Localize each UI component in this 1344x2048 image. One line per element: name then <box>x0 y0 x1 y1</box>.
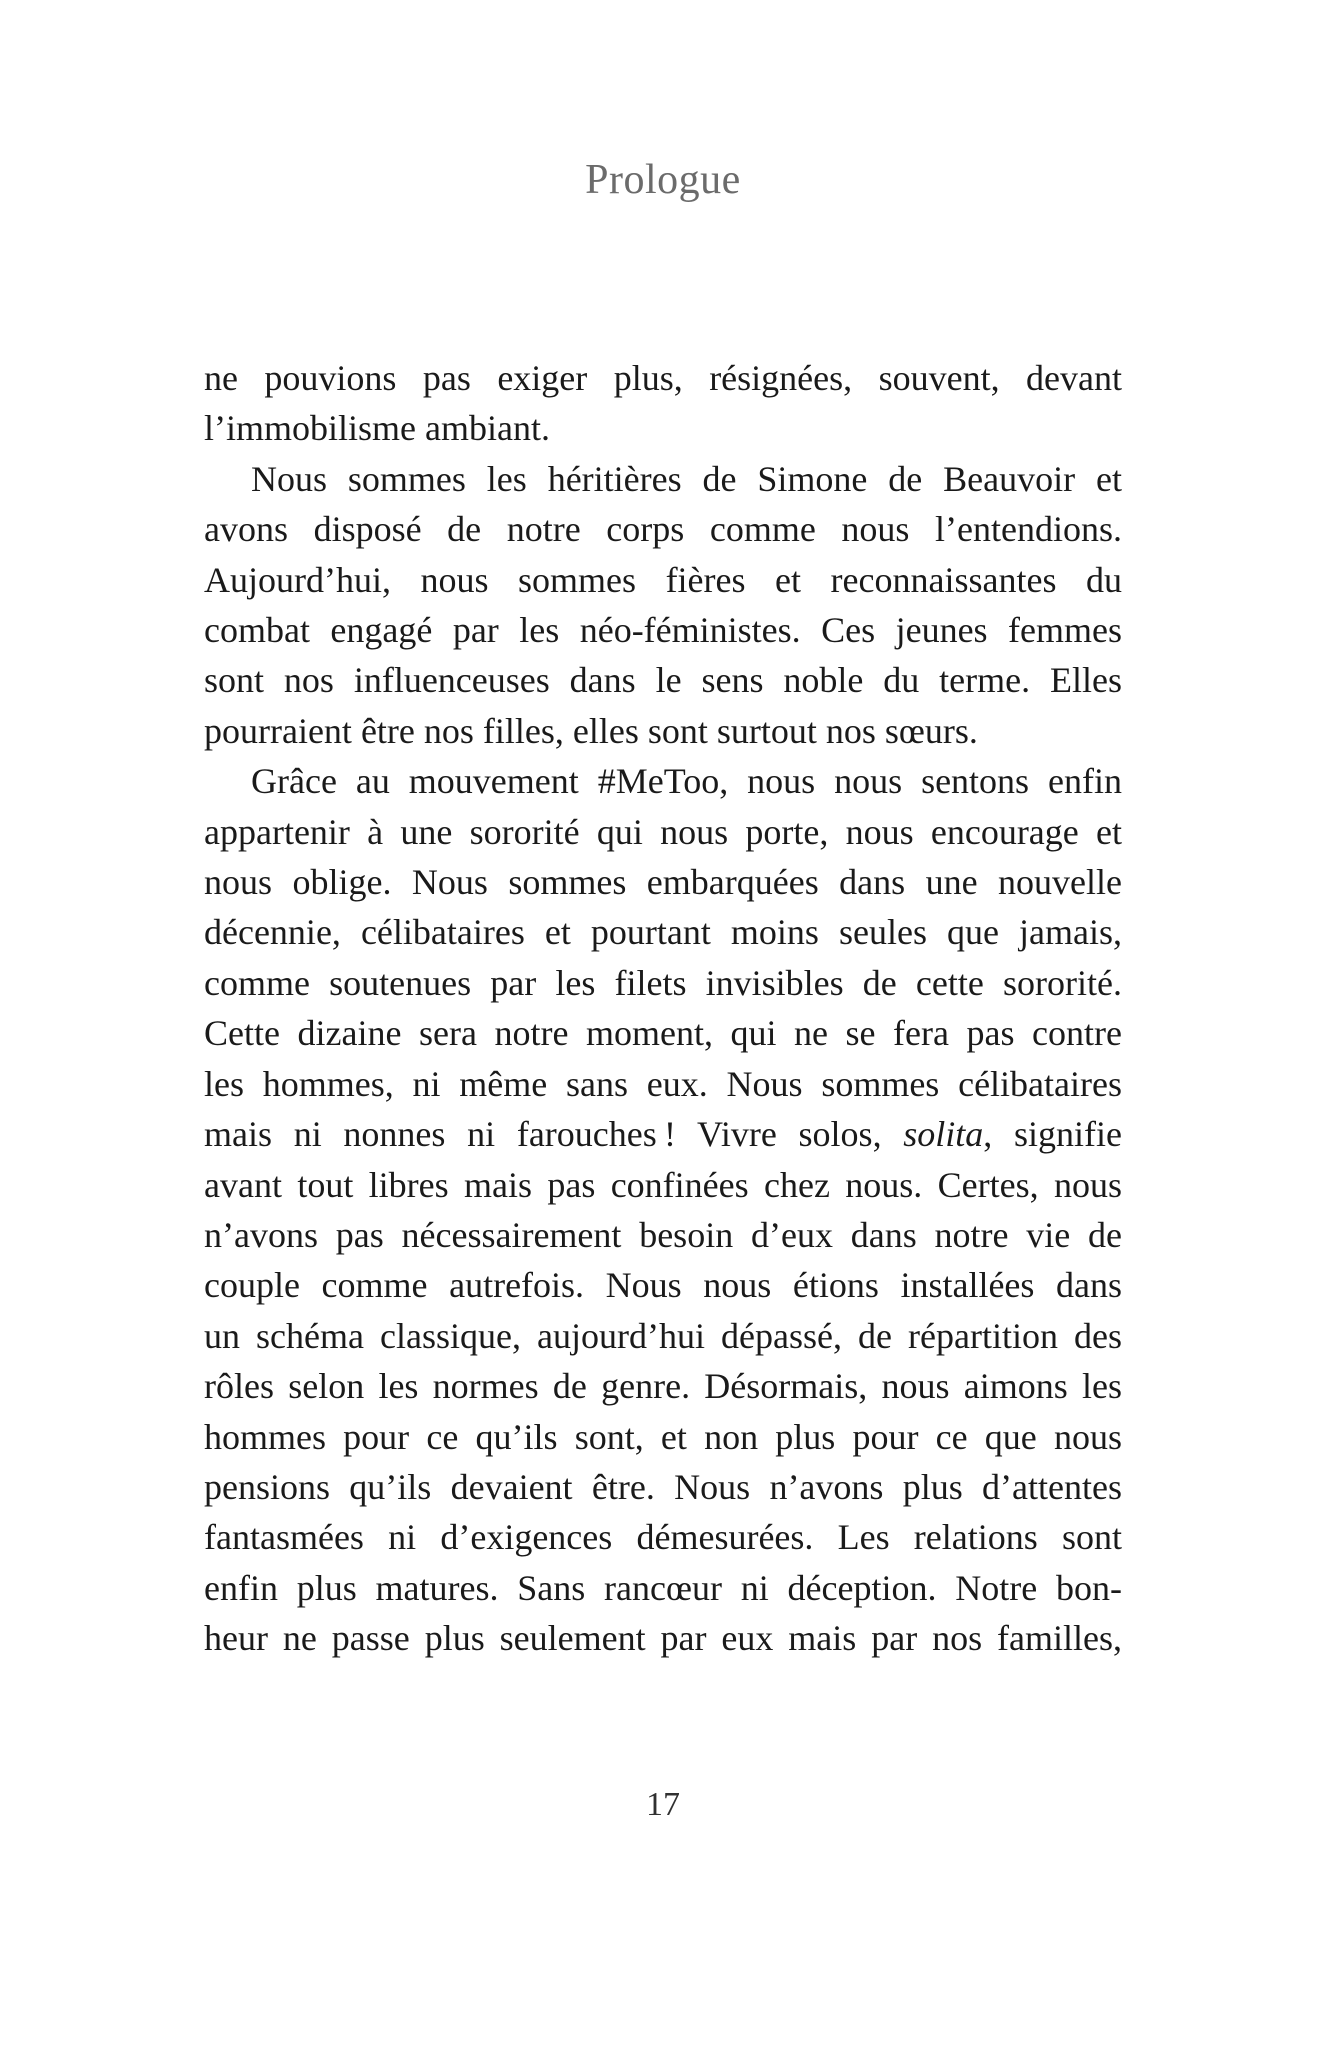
text-segment: comme soutenues par les filets invisibles de cette sororité. <box>204 962 1122 1003</box>
body-line <box>204 1311 1122 1361</box>
text-segment: nous oblige. Nous sommes embarquées dans une nouvelle <box>204 862 1122 903</box>
body-line <box>204 655 1122 705</box>
body-line <box>204 1613 1122 1663</box>
body-line <box>204 807 1122 857</box>
text-segment: avons disposé de notre corps comme nous l’entendions. <box>204 509 1122 550</box>
text-segment: Grâce au mouvement #MeToo, nous nous sentons enfin <box>251 761 1122 802</box>
text-segment: couple comme autrefois. Nous nous étions installées dans <box>204 1265 1122 1306</box>
text-segment: fantasmées ni d’exigences démesurées. Les relations sont <box>204 1517 1122 1558</box>
text-segment: rôles selon les normes de genre. Désormais, nous aimons les <box>204 1366 1122 1407</box>
body-line <box>204 1361 1122 1411</box>
text-segment: les hommes, ni même sans eux. Nous sommes célibataires <box>204 1063 1122 1104</box>
body-line <box>204 1412 1122 1462</box>
body-line <box>204 403 1122 453</box>
body-line <box>204 857 1122 907</box>
body-line <box>204 1008 1122 1058</box>
chapter-title: Prologue <box>585 157 741 203</box>
body-line <box>204 605 1122 655</box>
body-line <box>204 1260 1122 1310</box>
text-segment: heur ne passe plus seulement par eux mais par nos familles, <box>204 1618 1122 1659</box>
text-segment: un schéma classique, aujourd’hui dépassé, de répartition des <box>204 1315 1122 1356</box>
body-line <box>204 756 1122 806</box>
text-segment: hommes pour ce qu’ils sont, et non plus pour ce que nous <box>204 1416 1122 1457</box>
body-line <box>204 504 1122 554</box>
text-segment: Cette dizaine sera notre moment, qui ne se fera pas contre <box>204 1013 1122 1054</box>
text-segment: enfin plus matures. Sans rancœur ni déception. Notre bon- <box>204 1567 1122 1608</box>
body-line <box>204 1160 1122 1210</box>
text-segment: appartenir à une sororité qui nous porte, nous encourage et <box>204 811 1122 852</box>
text-segment: pensions qu’ils devaient être. Nous n’avons plus d’attentes <box>204 1466 1122 1507</box>
body-line <box>204 706 1122 756</box>
body-line <box>204 353 1122 403</box>
body-line <box>204 907 1122 957</box>
text-segment: , signifie <box>983 1114 1122 1155</box>
text-segment: pourraient être nos filles, elles sont surtout nos sœurs. <box>204 710 978 751</box>
text-segment: l’immobilisme ambiant. <box>204 408 550 449</box>
text-segment: Aujourd’hui, nous sommes fières et reconnaissantes du <box>204 559 1122 600</box>
body-line <box>204 1059 1122 1109</box>
text-segment: sont nos influenceuses dans le sens noble du terme. Elles <box>204 660 1122 701</box>
text-segment: décennie, célibataires et pourtant moins seules que jamais, <box>204 912 1122 953</box>
body-line <box>204 958 1122 1008</box>
body-line <box>204 1210 1122 1260</box>
text-segment: mais ni nonnes ni farouches ! Vivre solos, <box>204 1114 904 1155</box>
body-line <box>204 454 1122 504</box>
body-line <box>204 1512 1122 1562</box>
page-number: 17 <box>646 1786 680 1823</box>
body-line <box>204 555 1122 605</box>
body-text <box>204 353 1122 1664</box>
text-segment: avant tout libres mais pas confinées chez nous. Certes, nous <box>204 1164 1122 1205</box>
text-segment: n’avons pas nécessairement besoin d’eux dans notre vie de <box>204 1214 1122 1255</box>
italic-term: solita <box>903 1114 984 1155</box>
text-segment: Nous sommes les héritières de Simone de Beauvoir et <box>251 458 1122 499</box>
text-segment: ne pouvions pas exiger plus, résignées, souvent, devant <box>204 358 1122 398</box>
body-line <box>204 1109 1122 1159</box>
text-segment: combat engagé par les néo-féministes. Ces jeunes femmes <box>204 610 1122 651</box>
body-line <box>204 1563 1122 1613</box>
body-line <box>204 1462 1122 1512</box>
